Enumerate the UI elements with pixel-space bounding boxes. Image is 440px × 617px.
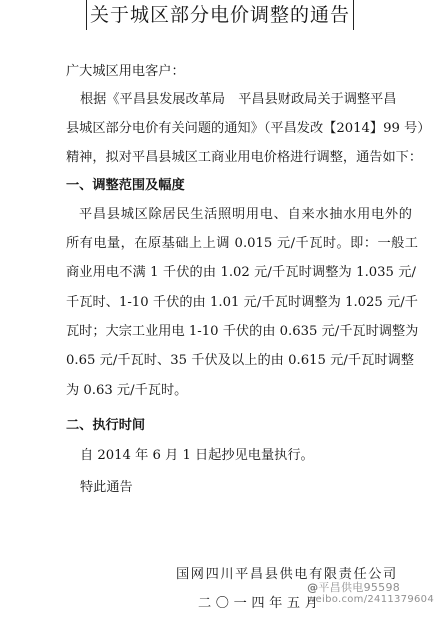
signature-date: 二〇一四年五月 — [198, 596, 323, 611]
scope-line-1: 平昌县城区除居民生活照明用电、自来水抽水用电外的 — [79, 207, 412, 222]
intro-line-3: 精神，拟对平昌县城区工商业用电价格进行调整，通告如下： — [66, 150, 423, 165]
closing-remark: 特此通告 — [80, 480, 133, 495]
scope-line-2: 所有电量，在原基础上上调 0.015 元/千瓦时。即：一般工 — [66, 236, 418, 251]
section-heading-effective-time: 二、执行时间 — [66, 418, 146, 433]
scope-line-3: 商业用电不满 1 千伏的由 1.02 元/千瓦时调整为 1.035 元/ — [66, 265, 416, 280]
intro-line-2: 县城区部分电价有关问题的通知》（平昌发改【2014】99 号） — [66, 121, 431, 136]
effective-date-line: 自 2014 年 6 月 1 日起抄见电量执行。 — [80, 448, 314, 463]
scope-line-4: 千瓦时、1-10 千伏的由 1.01 元/千瓦时调整为 1.025 元/千 — [66, 295, 418, 310]
intro-line-1: 根据《平昌县发展改革局 平昌县财政局关于调整平昌 — [80, 92, 397, 107]
section-heading-scope: 一、调整范围及幅度 — [66, 178, 185, 193]
weibo-watermark — [307, 582, 434, 606]
watermark-url: weibo.com/2411379604 — [307, 594, 434, 605]
scope-line-5: 瓦时；大宗工业用电 1-10 千伏的由 0.635 元/千瓦时调整为 — [66, 324, 419, 339]
salutation: 广大城区用电客户： — [66, 64, 185, 79]
signature-organization: 国网四川平昌县供电有限责任公司 — [176, 567, 398, 582]
watermark-handle: @平昌供电95598 — [307, 581, 401, 594]
document-title: 关于城区部分电价调整的通告 — [0, 0, 440, 36]
scope-line-6: 0.65 元/千瓦时、35 千伏及以上的由 0.615 元/千瓦时调整 — [66, 353, 414, 368]
scope-line-7: 为 0.63 元/千瓦时。 — [66, 383, 188, 398]
